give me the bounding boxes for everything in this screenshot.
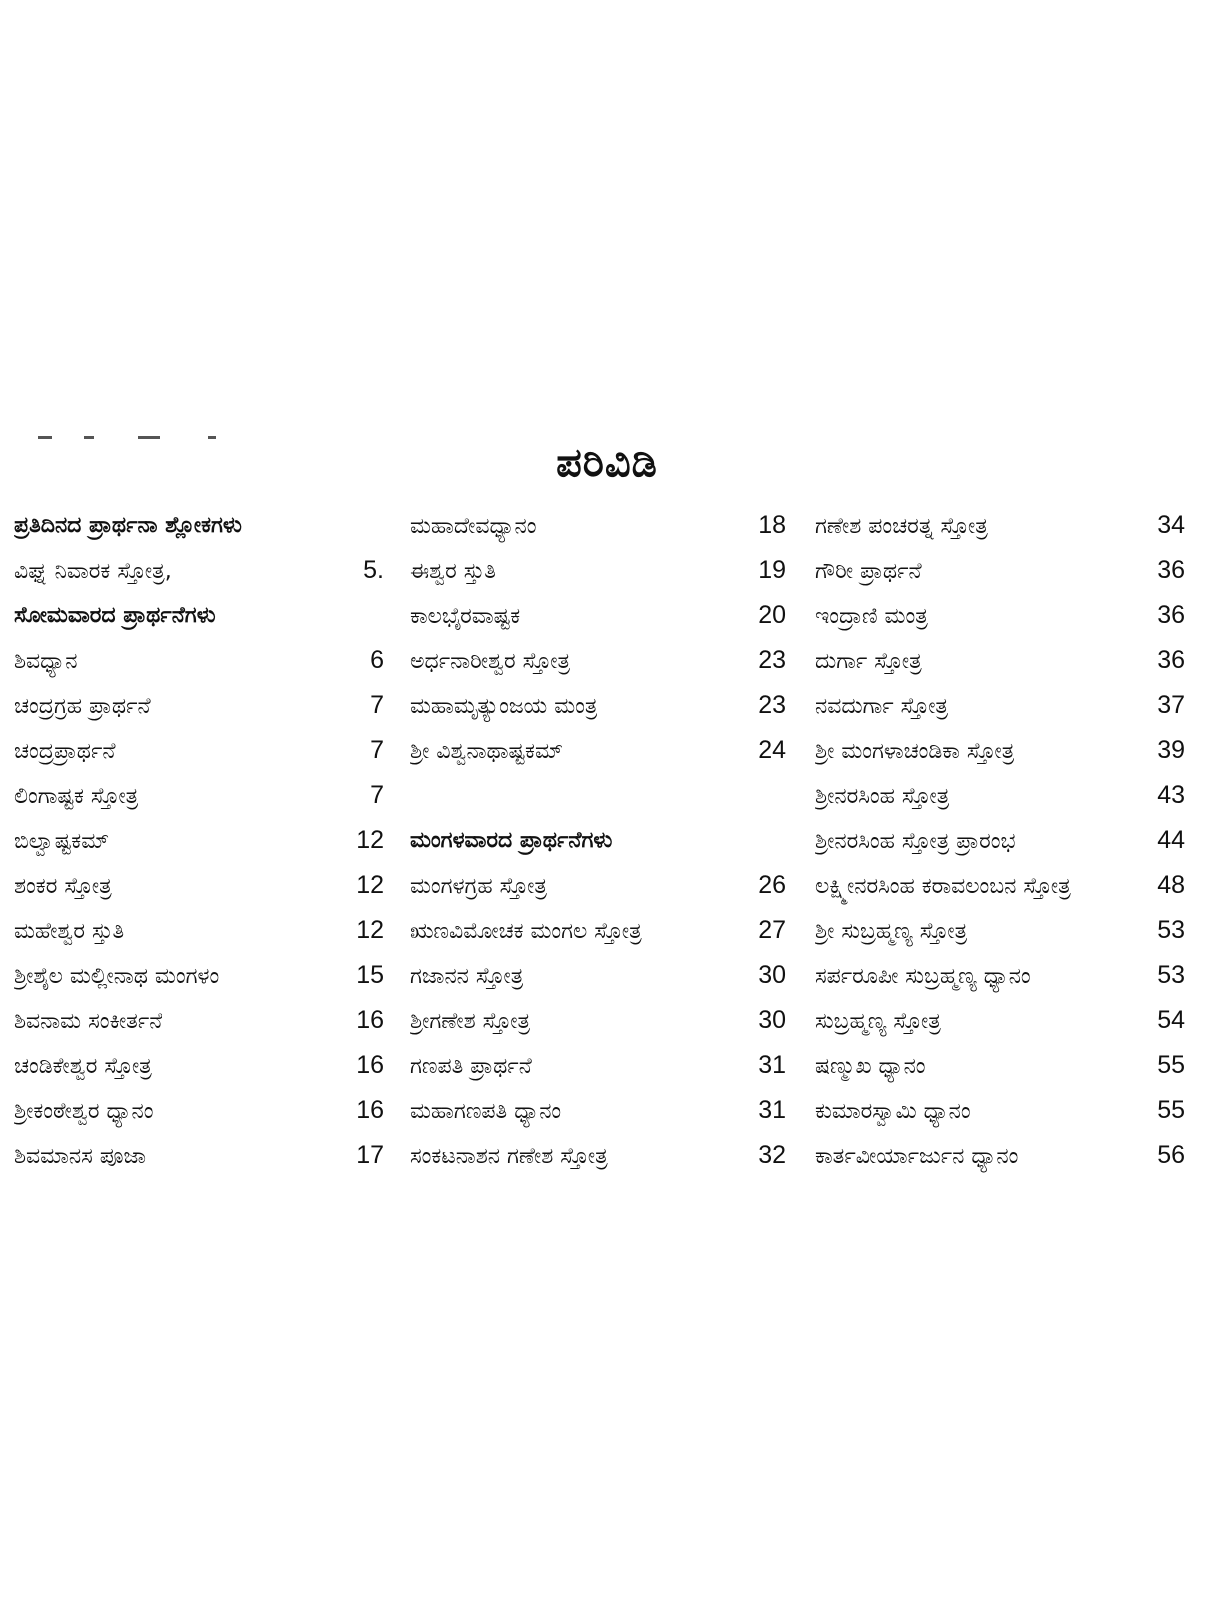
entry-title: ಮಹೇಶ್ವರ ಸ್ತುತಿ <box>14 919 125 944</box>
entry-page-number: 32 <box>758 1141 786 1169</box>
entry-title: ಶ್ರೀನರಸಿಂಹ ಸ್ತೋತ್ರ ಪ್ರಾರಂಭ <box>815 829 1016 854</box>
entry-page-number: 55 <box>1157 1051 1185 1079</box>
toc-entry <box>14 548 384 593</box>
entry-page-number: 27 <box>758 916 786 944</box>
toc-entry <box>14 683 384 728</box>
entry-page-number: 30 <box>758 961 786 989</box>
entry-page-number: 17 <box>356 1141 384 1169</box>
toc-entry <box>410 683 786 728</box>
toc-entry <box>14 728 384 773</box>
entry-page-number: 39 <box>1157 736 1185 764</box>
section-heading-label: ಮಂಗಳವಾರದ ಪ್ರಾರ್ಥನೆಗಳು <box>410 828 613 853</box>
toc-column-1 <box>14 503 384 1178</box>
toc-entry <box>14 908 384 953</box>
section-heading-label: ಸೋಮವಾರದ ಪ್ರಾರ್ಥನೆಗಳು <box>14 603 216 628</box>
toc-entry <box>410 998 786 1043</box>
toc-entry <box>410 503 786 548</box>
entry-page-number: 30 <box>758 1006 786 1034</box>
entry-page-number: 19 <box>758 556 786 584</box>
entry-page-number: 24 <box>758 736 786 764</box>
entry-page-number: 12 <box>356 916 384 944</box>
entry-page-number: 15 <box>356 961 384 989</box>
entry-page-number: 16 <box>356 1006 384 1034</box>
entry-title: ನವದುರ್ಗಾ ಸ್ತೋತ್ರ <box>815 694 949 719</box>
entry-page-number: 31 <box>758 1096 786 1124</box>
section-heading-label: ಪ್ರತಿದಿನದ ಪ್ರಾರ್ಥನಾ ಶ್ಲೋಕಗಳು <box>14 513 242 538</box>
page-title: ಪರಿವಿಡಿ <box>556 440 658 486</box>
toc-column-3 <box>815 503 1185 1178</box>
entry-page-number: 36 <box>1157 646 1185 674</box>
entry-title: ಕಾಲಭೈರವಾಷ್ಟಕ <box>410 604 521 629</box>
toc-entry <box>14 1133 384 1178</box>
entry-title: ಚಂದ್ರಪ್ರಾರ್ಥನೆ <box>14 739 116 764</box>
toc-column-2 <box>410 503 786 1178</box>
toc-entry <box>815 728 1185 773</box>
entry-page-number: 7 <box>370 736 384 764</box>
toc-entry <box>14 863 384 908</box>
entry-page-number: 53 <box>1157 961 1185 989</box>
entry-title: ಶ್ರೀಗಣೇಶ ಸ್ತೋತ್ರ <box>410 1009 531 1034</box>
toc-entry <box>410 638 786 683</box>
entry-title: ವಿಘ್ನ ನಿವಾರಕ ಸ್ತೋತ್ರ, <box>14 559 172 584</box>
toc-entry <box>815 773 1185 818</box>
entry-title: ಶಿವನಾಮ ಸಂಕೀರ್ತನೆ <box>14 1009 163 1034</box>
toc-entry <box>14 998 384 1043</box>
entry-title: ಕಾರ್ತವೀರ್ಯಾರ್ಜುನ ಧ್ಯಾನಂ <box>815 1144 1019 1169</box>
entry-title: ಈಶ್ವರ ಸ್ತುತಿ <box>410 559 496 584</box>
toc-entry <box>14 953 384 998</box>
toc-entry <box>14 818 384 863</box>
entry-title: ಋಣವಿಮೋಚಕ ಮಂಗಲ ಸ್ತೋತ್ರ <box>410 919 642 944</box>
entry-title: ದುರ್ಗಾ ಸ್ತೋತ್ರ <box>815 649 922 674</box>
entry-page-number: 16 <box>356 1096 384 1124</box>
toc-entry <box>815 1043 1185 1088</box>
toc-entry <box>14 773 384 818</box>
entry-title: ಶಿವಧ್ಯಾನ <box>14 649 78 674</box>
toc-entry <box>815 548 1185 593</box>
toc-entry <box>815 683 1185 728</box>
entry-page-number: 7 <box>370 691 384 719</box>
entry-title: ಮಂಗಳಗ್ರಹ ಸ್ತೋತ್ರ <box>410 874 547 899</box>
entry-page-number: 23 <box>758 691 786 719</box>
entry-page-number: 18 <box>758 511 786 539</box>
entry-title: ಗಣಪತಿ ಪ್ರಾರ್ಥನೆ <box>410 1054 532 1079</box>
entry-page-number: 12 <box>356 826 384 854</box>
toc-spacer <box>410 773 786 818</box>
toc-entry <box>14 638 384 683</box>
entry-title: ಶ್ರೀಶೈಲ ಮಲ್ಲೀನಾಥ ಮಂಗಳಂ <box>14 964 220 989</box>
entry-title: ಲಕ್ಷ್ಮೀನರಸಿಂಹ ಕರಾವಲಂಬನ ಸ್ತೋತ್ರ <box>815 874 1071 899</box>
toc-entry <box>410 1088 786 1133</box>
entry-title: ಚಂದ್ರಗ್ರಹ ಪ್ರಾರ್ಥನೆ <box>14 694 151 719</box>
entry-page-number: 7 <box>370 781 384 809</box>
entry-page-number: 54 <box>1157 1006 1185 1034</box>
entry-page-number: 48 <box>1157 871 1185 899</box>
toc-entry <box>815 998 1185 1043</box>
entry-title: ಶಿವಮಾನಸ ಪೂಜಾ <box>14 1144 147 1169</box>
entry-title: ಸುಬ್ರಹ್ಮಣ್ಯ ಸ್ತೋತ್ರ <box>815 1009 941 1034</box>
entry-title: ಇಂದ್ರಾಣಿ ಮಂತ್ರ <box>815 604 928 629</box>
entry-page-number: 36 <box>1157 556 1185 584</box>
entry-title: ಮಹಾಮೃತ್ಯುಂಜಯ ಮಂತ್ರ <box>410 694 598 719</box>
entry-title: ಸರ್ಪರೂಪೀ ಸುಬ್ರಹ್ಮಣ್ಯ ಧ್ಯಾನಂ <box>815 964 1031 989</box>
toc-entry <box>815 953 1185 998</box>
entry-title: ಕುಮಾರಸ್ವಾಮಿ ಧ್ಯಾನಂ <box>815 1099 971 1124</box>
toc-entry <box>410 1043 786 1088</box>
entry-title: ಅರ್ಧನಾರೀಶ್ವರ ಸ್ತೋತ್ರ <box>410 649 571 674</box>
entry-page-number: 43 <box>1157 781 1185 809</box>
entry-title: ಲಿಂಗಾಷ್ಟಕ ಸ್ತೋತ್ರ <box>14 784 139 809</box>
toc-entry <box>815 638 1185 683</box>
entry-title: ಗಣೇಶ ಪಂಚರತ್ನ ಸ್ತೋತ್ರ <box>815 514 988 539</box>
entry-title: ಶ್ರೀ ಮಂಗಳಾಚಂಡಿಕಾ ಸ್ತೋತ್ರ <box>815 739 1015 764</box>
entry-title: ಗಜಾನನ ಸ್ತೋತ್ರ <box>410 964 524 989</box>
entry-title: ಬಿಲ್ವಾಷ್ಟಕಮ್ <box>14 829 110 854</box>
toc-entry <box>815 593 1185 638</box>
entry-title: ಶ್ರೀನರಸಿಂಹ ಸ್ತೋತ್ರ <box>815 784 950 809</box>
entry-title: ಶ್ರೀ ಸುಬ್ರಹ್ಮಣ್ಯ ಸ್ತೋತ್ರ <box>815 919 968 944</box>
toc-entry <box>410 908 786 953</box>
entry-title: ಶಂಕರ ಸ್ತೋತ್ರ <box>14 874 112 899</box>
entry-page-number: 12 <box>356 871 384 899</box>
entry-page-number: 20 <box>758 601 786 629</box>
entry-page-number: 56 <box>1157 1141 1185 1169</box>
toc-entry <box>815 1133 1185 1178</box>
entry-page-number: 36 <box>1157 601 1185 629</box>
entry-page-number: 16 <box>356 1051 384 1079</box>
toc-section-heading <box>14 593 384 638</box>
toc-entry <box>815 818 1185 863</box>
toc-entry <box>410 953 786 998</box>
entry-title: ಶ್ರೀಕಂಠೇಶ್ವರ ಧ್ಯಾನಂ <box>14 1099 154 1124</box>
toc-entry <box>815 503 1185 548</box>
entry-title: ಶ್ರೀ ವಿಶ್ವನಾಥಾಷ್ಟಕಮ್ <box>410 739 564 764</box>
entry-page-number: 5. <box>363 556 384 584</box>
entry-title: ಚಂಡಿಕೇಶ್ವರ ಸ್ತೋತ್ರ <box>14 1054 152 1079</box>
entry-page-number: 44 <box>1157 826 1185 854</box>
entry-page-number: 34 <box>1157 511 1185 539</box>
toc-section-heading <box>14 503 384 548</box>
toc-entry <box>14 1043 384 1088</box>
toc-entry <box>410 728 786 773</box>
toc-entry <box>410 593 786 638</box>
entry-page-number: 6 <box>370 646 384 674</box>
entry-page-number: 37 <box>1157 691 1185 719</box>
entry-page-number: 55 <box>1157 1096 1185 1124</box>
entry-page-number: 23 <box>758 646 786 674</box>
entry-page-number: 31 <box>758 1051 786 1079</box>
entry-title: ಮಹಾಗಣಪತಿ ಧ್ಯಾನಂ <box>410 1099 562 1124</box>
toc-entry <box>410 548 786 593</box>
entry-title: ಮಹಾದೇವಧ್ಯಾನಂ <box>410 514 537 539</box>
toc-entry <box>815 1088 1185 1133</box>
toc-entry <box>410 863 786 908</box>
toc-entry <box>14 1088 384 1133</box>
scan-artifact-marks <box>38 436 238 440</box>
entry-page-number: 26 <box>758 871 786 899</box>
toc-section-heading <box>410 818 786 863</box>
entry-title: ಸಂಕಟನಾಶನ ಗಣೇಶ ಸ್ತೋತ್ರ <box>410 1144 608 1169</box>
entry-title: ಷಣ್ಮುಖ ಧ್ಯಾನಂ <box>815 1054 926 1079</box>
entry-page-number: 53 <box>1157 916 1185 944</box>
toc-entry <box>410 1133 786 1178</box>
entry-title: ಗೌರೀ ಪ್ರಾರ್ಥನೆ <box>815 559 922 584</box>
toc-entry <box>815 908 1185 953</box>
toc-entry <box>815 863 1185 908</box>
